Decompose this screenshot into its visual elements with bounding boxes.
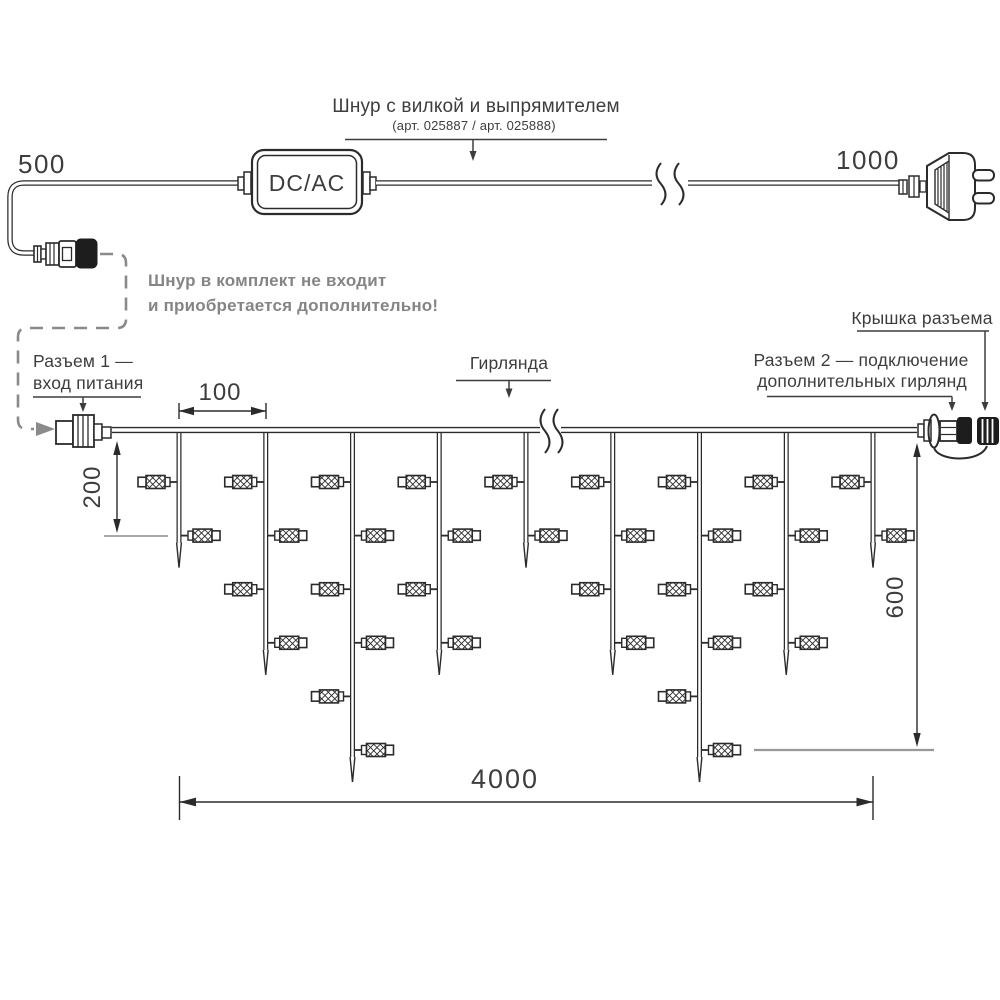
dc-ac-converter xyxy=(238,150,376,214)
cord-sublabel: (арт. 025887 / арт. 025888) xyxy=(392,118,556,133)
led-bulb xyxy=(398,583,437,596)
connector2-callout xyxy=(753,350,968,411)
not-included-note xyxy=(148,271,438,315)
led-bulb xyxy=(702,529,741,542)
led-bulb xyxy=(312,690,351,703)
connector-black-cap xyxy=(76,239,97,268)
garland-drops xyxy=(138,428,914,782)
dim-4000-label: 4000 xyxy=(470,764,540,794)
cord-left-section xyxy=(10,183,244,253)
connector2-label-line1: Разъем 2 — подключение xyxy=(753,350,969,370)
converter-label: DC/AC xyxy=(268,170,346,196)
gray-arrow-icon xyxy=(36,422,55,436)
dim-arrow-icon xyxy=(913,733,920,747)
led-bulb xyxy=(615,636,654,649)
garland-drop xyxy=(659,428,741,782)
led-bulb xyxy=(441,636,480,649)
note-line2: и приобретается дополнительно! xyxy=(148,296,439,315)
led-bulb xyxy=(268,529,307,542)
led-bulb xyxy=(745,476,784,489)
cap-label: Крышка разъема xyxy=(851,308,993,328)
dim-200-label: 200 xyxy=(79,465,106,509)
cord-label-callout xyxy=(332,96,620,161)
garland-assembly xyxy=(33,308,999,820)
led-bulb xyxy=(788,636,827,649)
connector2-label-line2: дополнительных гирлянд xyxy=(757,371,967,391)
led-bulb xyxy=(225,476,264,489)
leader-arrow-icon xyxy=(982,402,989,411)
plug-pin xyxy=(973,193,994,204)
garland-drop xyxy=(485,428,567,568)
dashed-connection-route xyxy=(18,254,126,429)
cord-break-mark xyxy=(675,163,684,205)
dim-500-label: 500 xyxy=(18,149,66,179)
led-bulb xyxy=(398,476,437,489)
garland-label: Гирлянда xyxy=(469,353,549,373)
led-bulb xyxy=(659,476,698,489)
led-bulb xyxy=(138,476,177,489)
garland-drop xyxy=(398,428,480,675)
dim-100-label: 100 xyxy=(198,379,242,406)
dimension-100 xyxy=(179,379,266,419)
garland-main-wire xyxy=(112,409,917,453)
leader-arrow-icon xyxy=(506,389,513,399)
dim-600-label: 600 xyxy=(882,575,909,619)
cap-tether-cable xyxy=(934,446,987,459)
led-bulb xyxy=(355,744,394,757)
leader-arrow-icon xyxy=(80,403,87,412)
plug-pin xyxy=(973,170,994,181)
cord-right-section xyxy=(376,163,899,205)
led-bulb xyxy=(659,583,698,596)
dim-arrow-icon xyxy=(113,441,120,455)
led-bulb xyxy=(225,583,264,596)
dim-arrow-icon xyxy=(180,798,197,807)
connector2-body xyxy=(957,417,972,444)
cord-break-mark xyxy=(657,163,666,205)
led-bulb xyxy=(485,476,524,489)
leader-arrow-icon xyxy=(949,402,956,411)
connector-1 xyxy=(56,415,111,447)
dim-arrow-icon xyxy=(179,407,194,415)
garland-drop xyxy=(312,428,394,782)
connector1-label-line1: Разъем 1 — xyxy=(33,351,133,371)
garland-drop xyxy=(572,428,654,675)
wire-break-mark xyxy=(541,409,550,453)
led-bulb xyxy=(441,529,480,542)
leader-arrow-icon xyxy=(470,151,477,161)
garland-drop xyxy=(225,428,307,675)
led-bulb xyxy=(659,690,698,703)
connector1-label-line2: вход питания xyxy=(33,373,144,393)
led-bulb xyxy=(355,636,394,649)
garland-callout xyxy=(456,353,551,398)
led-bulb xyxy=(788,529,827,542)
dim-1000-label: 1000 xyxy=(836,145,900,175)
led-bulb xyxy=(745,583,784,596)
garland-drop xyxy=(138,428,220,568)
led-bulb xyxy=(528,529,567,542)
connector-cap xyxy=(977,417,999,445)
dimension-4000 xyxy=(180,764,874,820)
dim-arrow-icon xyxy=(913,443,920,457)
led-bulb xyxy=(572,476,611,489)
dim-arrow-icon xyxy=(251,407,266,415)
connector1-callout xyxy=(33,351,143,412)
dim-arrow-icon xyxy=(113,519,120,533)
led-bulb xyxy=(181,529,220,542)
connector-2 xyxy=(918,415,999,459)
led-bulb xyxy=(312,583,351,596)
led-bulb xyxy=(268,636,307,649)
dc-output-connector xyxy=(34,239,97,268)
cord-label: Шнур с вилкой и выпрямителем xyxy=(332,96,620,117)
power-plug xyxy=(899,153,994,220)
led-bulb xyxy=(312,476,351,489)
garland-drop xyxy=(832,428,914,568)
led-bulb xyxy=(702,636,741,649)
led-bulb xyxy=(832,476,871,489)
garland-drop xyxy=(745,428,827,675)
led-bulb xyxy=(572,583,611,596)
dim-arrow-icon xyxy=(857,798,874,807)
led-bulb xyxy=(355,529,394,542)
led-bulb xyxy=(615,529,654,542)
note-line1: Шнур в комплект не входит xyxy=(148,271,387,290)
led-bulb xyxy=(702,744,741,757)
led-bulb xyxy=(875,529,914,542)
